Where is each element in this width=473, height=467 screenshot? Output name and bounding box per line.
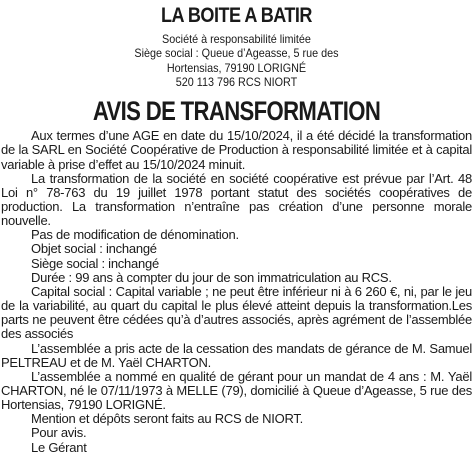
paragraph-new-manager: L’assemblée a nommé en qualité de gérant pour un mandat de 4 ans : M. Yaël CHARTON, né le 07/11/1973 à MELLE (79), domicilié à Queue d’Ageasse, 5 rue des Hortensias, 79190 LORIGNÉ. [1, 368, 472, 413]
paragraph-name: Pas de modification de dénomination. [31, 227, 239, 243]
paragraph-registered-office: Siège social : inchangé [31, 255, 159, 271]
company-address-line1: Siège social : Queue d’Ageasse, 5 rue des [134, 46, 339, 61]
paragraph-management-end: L’assemblée a pris acte de la cessation des mandats de gérance de M. Samuel PELTREAU et de M. Yaël CHARTON. [1, 340, 472, 370]
signature-le-gerant: Le Gérant [31, 439, 87, 455]
paragraph-pour-avis: Pour avis. [31, 425, 87, 441]
paragraph-purpose: Objet social : inchangé [31, 241, 157, 257]
paragraph-share-capital: Capital social : Capital variable ; ne peut être inférieur ni à 6 260 €, ni, par le jeu de la variabilité, au quart du capital le plus élevé atteint depuis la transformation.Les parts ne peuvent être cédées qu’à d’autres associés, après agrément de l’assemblée des associés [1, 283, 472, 342]
company-details [25, 32, 449, 89]
company-name: LA BOITE A BATIR [161, 4, 312, 27]
notice-title: AVIS DE TRANSFORMATION [92, 96, 381, 127]
paragraph-legal-basis: La transformation de la société en société coopérative est prévue par l’Art. 48 Loi n° 78-763 du 19 juillet 1978 portant statut des sociétés coopératives de production. La transformation n’entraîne pas création d’une personne morale nouvelle. [1, 170, 472, 229]
company-address-line2: Hortensias, 79190 LORIGNÉ [166, 60, 307, 75]
paragraph-duration: Durée : 99 ans à compter du jour de son immatriculation au RCS. [31, 269, 392, 285]
paragraph-filing: Mention et dépôts seront faits au RCS de NIORT. [31, 411, 303, 427]
paragraph-age-decision: Aux termes d’une AGE en date du 15/10/2024, il a été décidé la transformation de la SARL en Société Coopérative de Production à responsabilité limitée et à capital variable à prise d’effet au 15/10/2024 minuit. [1, 128, 472, 172]
company-form: Société à responsabilité limitée [162, 32, 311, 46]
company-rcs: 520 113 796 RCS NIORT [175, 74, 298, 89]
notice-body [1, 129, 472, 455]
